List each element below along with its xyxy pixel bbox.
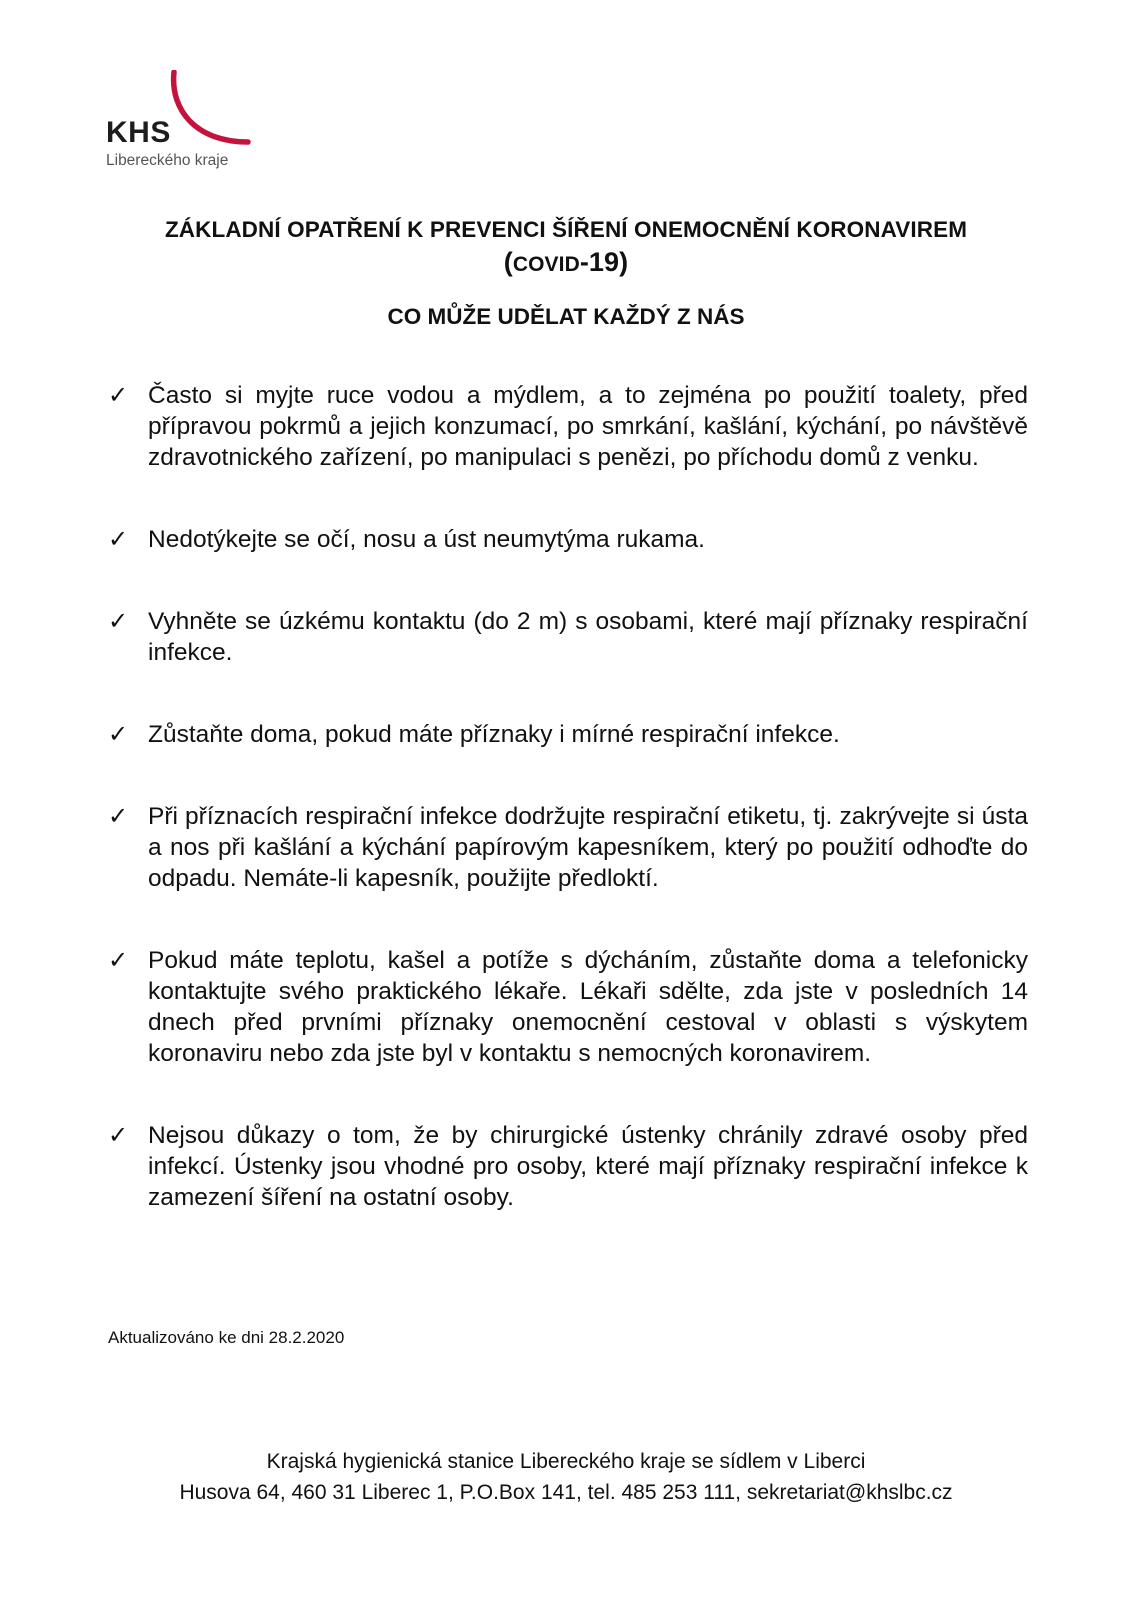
list-item-text: Zůstaňte doma, pokud máte příznaky i mírné respirační infekce.	[148, 721, 840, 748]
checkmark-icon: ✓	[108, 720, 129, 748]
title-covid: COVID	[512, 253, 580, 276]
list-item	[108, 945, 1028, 1069]
list-item	[108, 1120, 1028, 1213]
title-line-1: ZÁKLADNÍ OPATŘENÍ K PREVENCI ŠÍŘENÍ ONEMOCNĚNÍ KORONAVIREM	[164, 217, 968, 242]
list-item	[108, 606, 1028, 668]
footer	[60, 1446, 1072, 1508]
footer-line-1: Krajská hygienická stanice Libereckého kraje se sídlem v Liberci	[266, 1450, 866, 1473]
list-item-text: Vyhněte se úzkému kontaktu (do 2 m) s osobami, které mají příznaky respirační infekce.	[148, 608, 1028, 666]
list-item-text: Při příznacích respirační infekce dodržujte respirační etiketu, tj. zakrývejte si ústa a nos při kašlání a kýchání papírovým kapesníkem, který po použití odhoďte do odpadu. Nemáte-li kapesník, použijte předloktí.	[148, 803, 1028, 892]
list-item-text: Často si myjte ruce vodou a mýdlem, a to zejména po použití toalety, před přípravou pokrmů a jejich konzumací, po smrkání, kašlání, kýchání, po návštěvě zdravotnického zařízení, po manipulaci s penězi, po příchodu domů z venku.	[148, 382, 1028, 471]
checkmark-icon: ✓	[108, 381, 129, 409]
list-item	[108, 719, 1028, 750]
updated-date: Aktualizováno ke dni 28.2.2020	[108, 1328, 345, 1347]
measures-list	[108, 380, 1028, 1264]
logo-mark: KHS	[106, 116, 171, 149]
checkmark-icon: ✓	[108, 607, 129, 635]
khs-logo	[106, 70, 256, 180]
checkmark-icon: ✓	[108, 802, 129, 830]
list-item-text: Nedotýkejte se očí, nosu a úst neumytýma rukama.	[148, 526, 705, 553]
logo-subtitle: Libereckého kraje	[106, 152, 229, 169]
list-item	[108, 801, 1028, 894]
checkmark-icon: ✓	[108, 525, 129, 553]
list-item	[108, 524, 1028, 555]
checkmark-icon: ✓	[108, 946, 129, 974]
footer-line-2: Husova 64, 460 31 Liberec 1, P.O.Box 141, tel. 485 253 111, sekretariat@khslbc.cz	[179, 1481, 953, 1504]
title-paren-close: -19)	[579, 247, 629, 277]
list-item	[108, 380, 1028, 473]
list-item-text: Nejsou důkazy o tom, že by chirurgické ústenky chránily zdravé osoby před infekcí. Ústenky jsou vhodné pro osoby, které mají příznaky respirační infekce k zamezení šíření na ostatní osoby.	[148, 1122, 1028, 1211]
document-subtitle: CO MŮŽE UDĚLAT KAŽDÝ Z NÁS	[387, 304, 745, 329]
document-title	[100, 213, 1032, 281]
title-line-2	[100, 246, 1032, 281]
list-item-text: Pokud máte teplotu, kašel a potíže s dýcháním, zůstaňte doma a telefonicky kontaktujte svého praktického lékaře. Lékaři sdělte, zda jste v posledních 14 dnech před prvními příznaky onemocnění cestoval v oblasti s výskytem koronaviru nebo zda jste byl v kontaktu s nemocných koronavirem.	[148, 947, 1028, 1067]
checkmark-icon: ✓	[108, 1121, 129, 1149]
title-paren-open: (	[503, 247, 513, 277]
